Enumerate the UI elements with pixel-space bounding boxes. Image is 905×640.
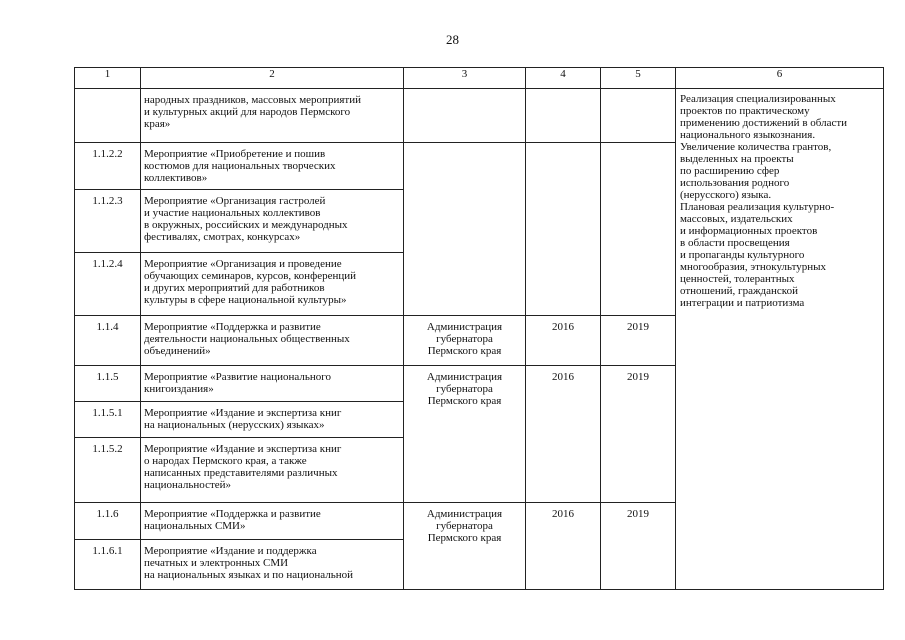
year-start-cell xyxy=(526,89,601,143)
year-start-cell: 2016 xyxy=(526,503,601,590)
row-number: 1.1.4 xyxy=(75,316,141,366)
year-end-cell: 2019 xyxy=(601,366,676,503)
activity-name: Мероприятие «Издание и поддержка печатных и электронных СМИ на национальных языках и по национальной xyxy=(141,540,404,590)
column-header: 4 xyxy=(526,68,601,89)
responsible-cell xyxy=(404,143,526,316)
column-header: 3 xyxy=(404,68,526,89)
responsible-cell: Администрация губернатора Пермского края xyxy=(404,366,526,503)
year-end-cell xyxy=(601,143,676,316)
row-number xyxy=(75,89,141,143)
year-start-cell xyxy=(526,143,601,316)
row-number: 1.1.5 xyxy=(75,366,141,402)
row-number: 1.1.5.2 xyxy=(75,438,141,503)
page-number: 28 xyxy=(446,32,459,47)
responsible-cell xyxy=(404,89,526,143)
responsible-cell: Администрация губернатора Пермского края xyxy=(404,503,526,590)
row-number: 1.1.6.1 xyxy=(75,540,141,590)
activity-name: Мероприятие «Организация и проведение обучающих семинаров, курсов, конференций и других мероприятий для работников культуры в сфере национальной культуры» xyxy=(141,253,404,316)
activity-name: Мероприятие «Поддержка и развитие деятельности национальных общественных объединений» xyxy=(141,316,404,366)
column-header: 2 xyxy=(141,68,404,89)
year-end-cell: 2019 xyxy=(601,316,676,366)
year-start-cell: 2016 xyxy=(526,366,601,503)
column-header: 1 xyxy=(75,68,141,89)
row-number: 1.1.2.2 xyxy=(75,143,141,190)
row-number: 1.1.6 xyxy=(75,503,141,540)
column-header: 5 xyxy=(601,68,676,89)
table-row xyxy=(75,89,884,143)
activity-name: Мероприятие «Поддержка и развитие национальных СМИ» xyxy=(141,503,404,540)
activities-table xyxy=(74,67,884,590)
year-end-cell xyxy=(601,89,676,143)
year-start-cell: 2016 xyxy=(526,316,601,366)
row-number: 1.1.2.4 xyxy=(75,253,141,316)
activity-name: народных праздников, массовых мероприятий и культурных акций для народов Пермского края» xyxy=(141,89,404,143)
year-end-cell: 2019 xyxy=(601,503,676,590)
activity-name: Мероприятие «Приобретение и пошив костюмов для национальных творческих коллективов» xyxy=(141,143,404,190)
responsible-cell: Администрация губернатора Пермского края xyxy=(404,316,526,366)
row-number: 1.1.2.3 xyxy=(75,190,141,253)
column-header: 6 xyxy=(676,68,884,89)
header-row xyxy=(75,68,884,89)
activity-name: Мероприятие «Организация гастролей и участие национальных коллективов в окружных, российских и международных фестивалях, смотрах, конкурсах» xyxy=(141,190,404,253)
activity-name: Мероприятие «Издание и экспертиза книг о народах Пермского края, а также написанных представителями различных национальностей» xyxy=(141,438,404,503)
activity-name: Мероприятие «Развитие национального книгоиздания» xyxy=(141,366,404,402)
expected-result: Реализация специализированных проектов по практическому применению достижений в области национального языкознания. Увеличение количества грантов, выделенных на проекты по расширению сфер использования родного (нерусского) языка. Плановая реализация культурно- массовых, издательских и информационных проектов в области просвещения и пропаганды культурного многообразия, этнокультурных ценностей, толерантных отношений, гражданской интеграции и патриотизма xyxy=(676,89,884,590)
row-number: 1.1.5.1 xyxy=(75,402,141,438)
activity-name: Мероприятие «Издание и экспертиза книг на национальных (нерусских) языках» xyxy=(141,402,404,438)
